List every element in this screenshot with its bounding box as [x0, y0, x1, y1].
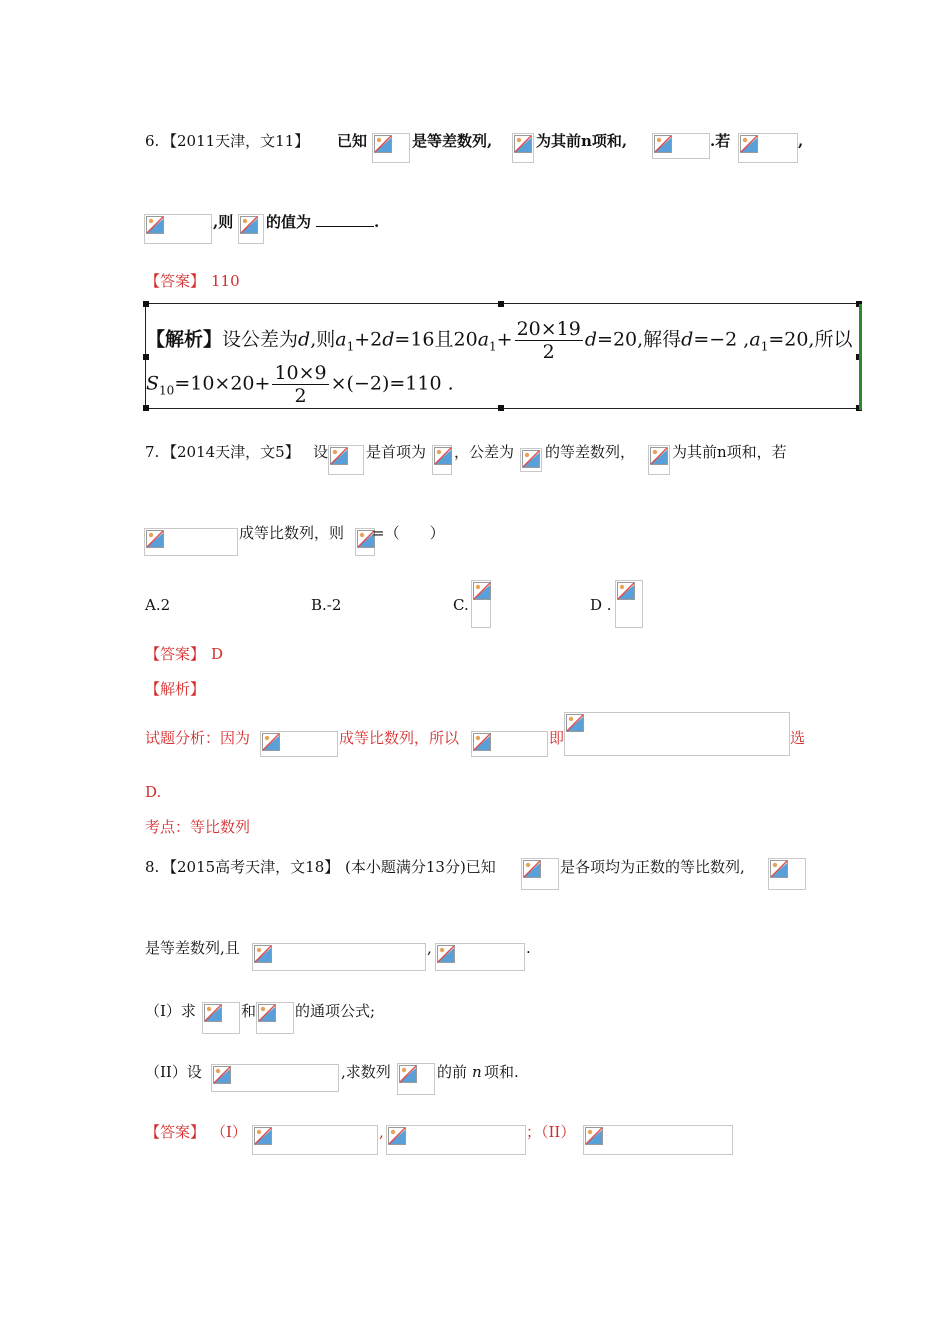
- q8-part2: 的前: [437, 1063, 468, 1081]
- image-placeholder: [435, 943, 525, 971]
- q7-text: ，公差为: [454, 443, 515, 461]
- q6-text: 已知: [337, 132, 368, 150]
- image-placeholder: [768, 858, 806, 890]
- image-placeholder: [386, 1125, 526, 1155]
- answer-label: 【答案】: [145, 272, 206, 290]
- q7-text: 设: [313, 443, 329, 461]
- broken-image-icon: [650, 447, 668, 465]
- broken-image-icon: [434, 447, 452, 465]
- q8-text: ,: [427, 939, 432, 957]
- image-placeholder: [583, 1125, 733, 1155]
- image-placeholder: [471, 580, 491, 628]
- q8-text: .: [526, 939, 531, 957]
- q6-text: .: [374, 213, 380, 231]
- q7-text: 为其前n项和，若: [672, 443, 787, 461]
- broken-image-icon: [473, 733, 491, 751]
- image-placeholder: [432, 445, 452, 475]
- q8-part2: 项和.: [484, 1063, 519, 1081]
- broken-image-icon: [254, 1127, 272, 1145]
- solution-text: 试题分析：因为: [145, 729, 251, 747]
- image-placeholder: [648, 445, 670, 475]
- solution-image-panel: [145, 303, 860, 409]
- answer-part: ,: [379, 1123, 384, 1141]
- image-placeholder: [738, 133, 798, 163]
- broken-image-icon: [654, 135, 672, 153]
- panel-border: [859, 304, 862, 410]
- broken-image-icon: [258, 1004, 276, 1022]
- q8-part1: 和: [241, 1002, 257, 1020]
- broken-image-icon: [146, 530, 164, 548]
- q8-part2: （II）设: [145, 1063, 202, 1081]
- image-placeholder: [144, 528, 238, 556]
- image-placeholder: [372, 133, 410, 163]
- image-placeholder: [520, 448, 542, 472]
- q8-part1: 的通项公式;: [295, 1002, 376, 1020]
- broken-image-icon: [514, 135, 532, 153]
- option-a: A.2: [145, 596, 171, 614]
- broken-image-icon: [213, 1066, 231, 1084]
- broken-image-icon: [770, 860, 788, 878]
- broken-image-icon: [522, 450, 540, 468]
- broken-image-icon: [473, 582, 491, 600]
- broken-image-icon: [204, 1004, 222, 1022]
- q6-text: 的值为: [266, 213, 312, 231]
- q8-part2: ,求数列: [341, 1063, 391, 1081]
- q8-text: 是等差数列,且: [145, 939, 240, 957]
- q6-text: ,: [798, 132, 804, 150]
- image-placeholder: [397, 1063, 435, 1095]
- answer-blank: [316, 212, 374, 232]
- topic-note: 考点：等比数列: [145, 818, 251, 836]
- solution-line-2: $S_{10}=10\times 20+$ $\frac{10\times 9}{2}$ ×(−2)=110 .: [146, 362, 454, 407]
- image-placeholder: [144, 214, 212, 244]
- answer-label: 【答案】: [145, 645, 206, 663]
- broken-image-icon: [566, 714, 584, 732]
- option-b: B.-2: [311, 596, 342, 614]
- image-placeholder: [252, 1125, 378, 1155]
- broken-image-icon: [374, 135, 392, 153]
- solution-text: 即: [549, 729, 565, 747]
- q8-part2-n: n: [472, 1063, 482, 1081]
- q6-text: .若: [710, 132, 731, 150]
- option-c: C.: [453, 596, 469, 614]
- answer-value: D: [211, 645, 224, 663]
- option-d: D .: [590, 596, 612, 614]
- broken-image-icon: [254, 945, 272, 963]
- image-placeholder: [615, 580, 643, 628]
- broken-image-icon: [330, 447, 348, 465]
- broken-image-icon: [585, 1127, 603, 1145]
- answer-value: 110: [211, 272, 240, 290]
- image-placeholder: [328, 445, 364, 475]
- image-placeholder: [652, 133, 710, 159]
- q6-text: ,则: [213, 213, 234, 231]
- broken-image-icon: [740, 135, 758, 153]
- answer-part: （I）: [211, 1123, 247, 1141]
- q8-number: 8.: [145, 858, 160, 876]
- solution-text: D.: [145, 783, 162, 801]
- q8-text: 是各项均为正数的等比数列,: [560, 858, 745, 876]
- solution-label: 【解析】: [145, 680, 206, 698]
- broken-image-icon: [240, 216, 258, 234]
- broken-image-icon: [146, 216, 164, 234]
- q7-text: 的等差数列，: [545, 443, 636, 461]
- q8-text: (本小题满分13分)已知: [345, 858, 496, 876]
- q7-text: 成等比数列，则: [239, 524, 345, 542]
- broken-image-icon: [262, 733, 280, 751]
- broken-image-icon: [523, 860, 541, 878]
- broken-image-icon: [617, 582, 635, 600]
- answer-label: 【答案】: [145, 1123, 206, 1141]
- q6-text: 为其前n项和,: [536, 132, 628, 150]
- image-placeholder: [564, 712, 790, 756]
- q8-part1: （I）求: [145, 1002, 196, 1020]
- image-placeholder: [260, 731, 338, 757]
- resize-handle: [143, 301, 149, 307]
- image-placeholder: [471, 731, 548, 757]
- broken-image-icon: [399, 1065, 417, 1083]
- solution-label: 【解析】: [146, 328, 223, 351]
- q8-source: 【2015高考天津，文18】: [162, 858, 340, 876]
- q6-source: 【2011天津，文11】: [162, 132, 310, 150]
- fraction: $\frac{10\times 9}{2}$: [274, 362, 327, 407]
- fraction: $\frac{20\times 19}{2}$: [516, 318, 581, 363]
- q7-text: 是首项为: [366, 443, 427, 461]
- q7-text: =（ ）: [372, 524, 445, 542]
- q6-number: 6.: [145, 132, 160, 150]
- image-placeholder: [521, 858, 559, 890]
- q6-text: 是等差数列,: [412, 132, 493, 150]
- image-placeholder: [252, 943, 426, 971]
- solution-text: 成等比数列，所以: [339, 729, 460, 747]
- broken-image-icon: [388, 1127, 406, 1145]
- q7-number: 7.: [145, 443, 160, 461]
- image-placeholder: [211, 1064, 339, 1092]
- broken-image-icon: [437, 945, 455, 963]
- image-placeholder: [256, 1002, 294, 1034]
- image-placeholder: [238, 214, 264, 244]
- solution-line-1: 【解析】设公差为d,则$a_1+2d=16$且$20a_1+$ $\frac{20\times 19}{2}$ d=20,解得d=−2 $,a_1=20$,所以: [146, 318, 853, 363]
- q7-source: 【2014天津，文5】: [162, 443, 300, 461]
- answer-part: ；（II）: [526, 1123, 576, 1141]
- solution-text: 选: [790, 729, 806, 747]
- resize-handle: [498, 405, 504, 411]
- resize-handle: [498, 301, 504, 307]
- image-placeholder: [512, 133, 534, 163]
- image-placeholder: [202, 1002, 240, 1034]
